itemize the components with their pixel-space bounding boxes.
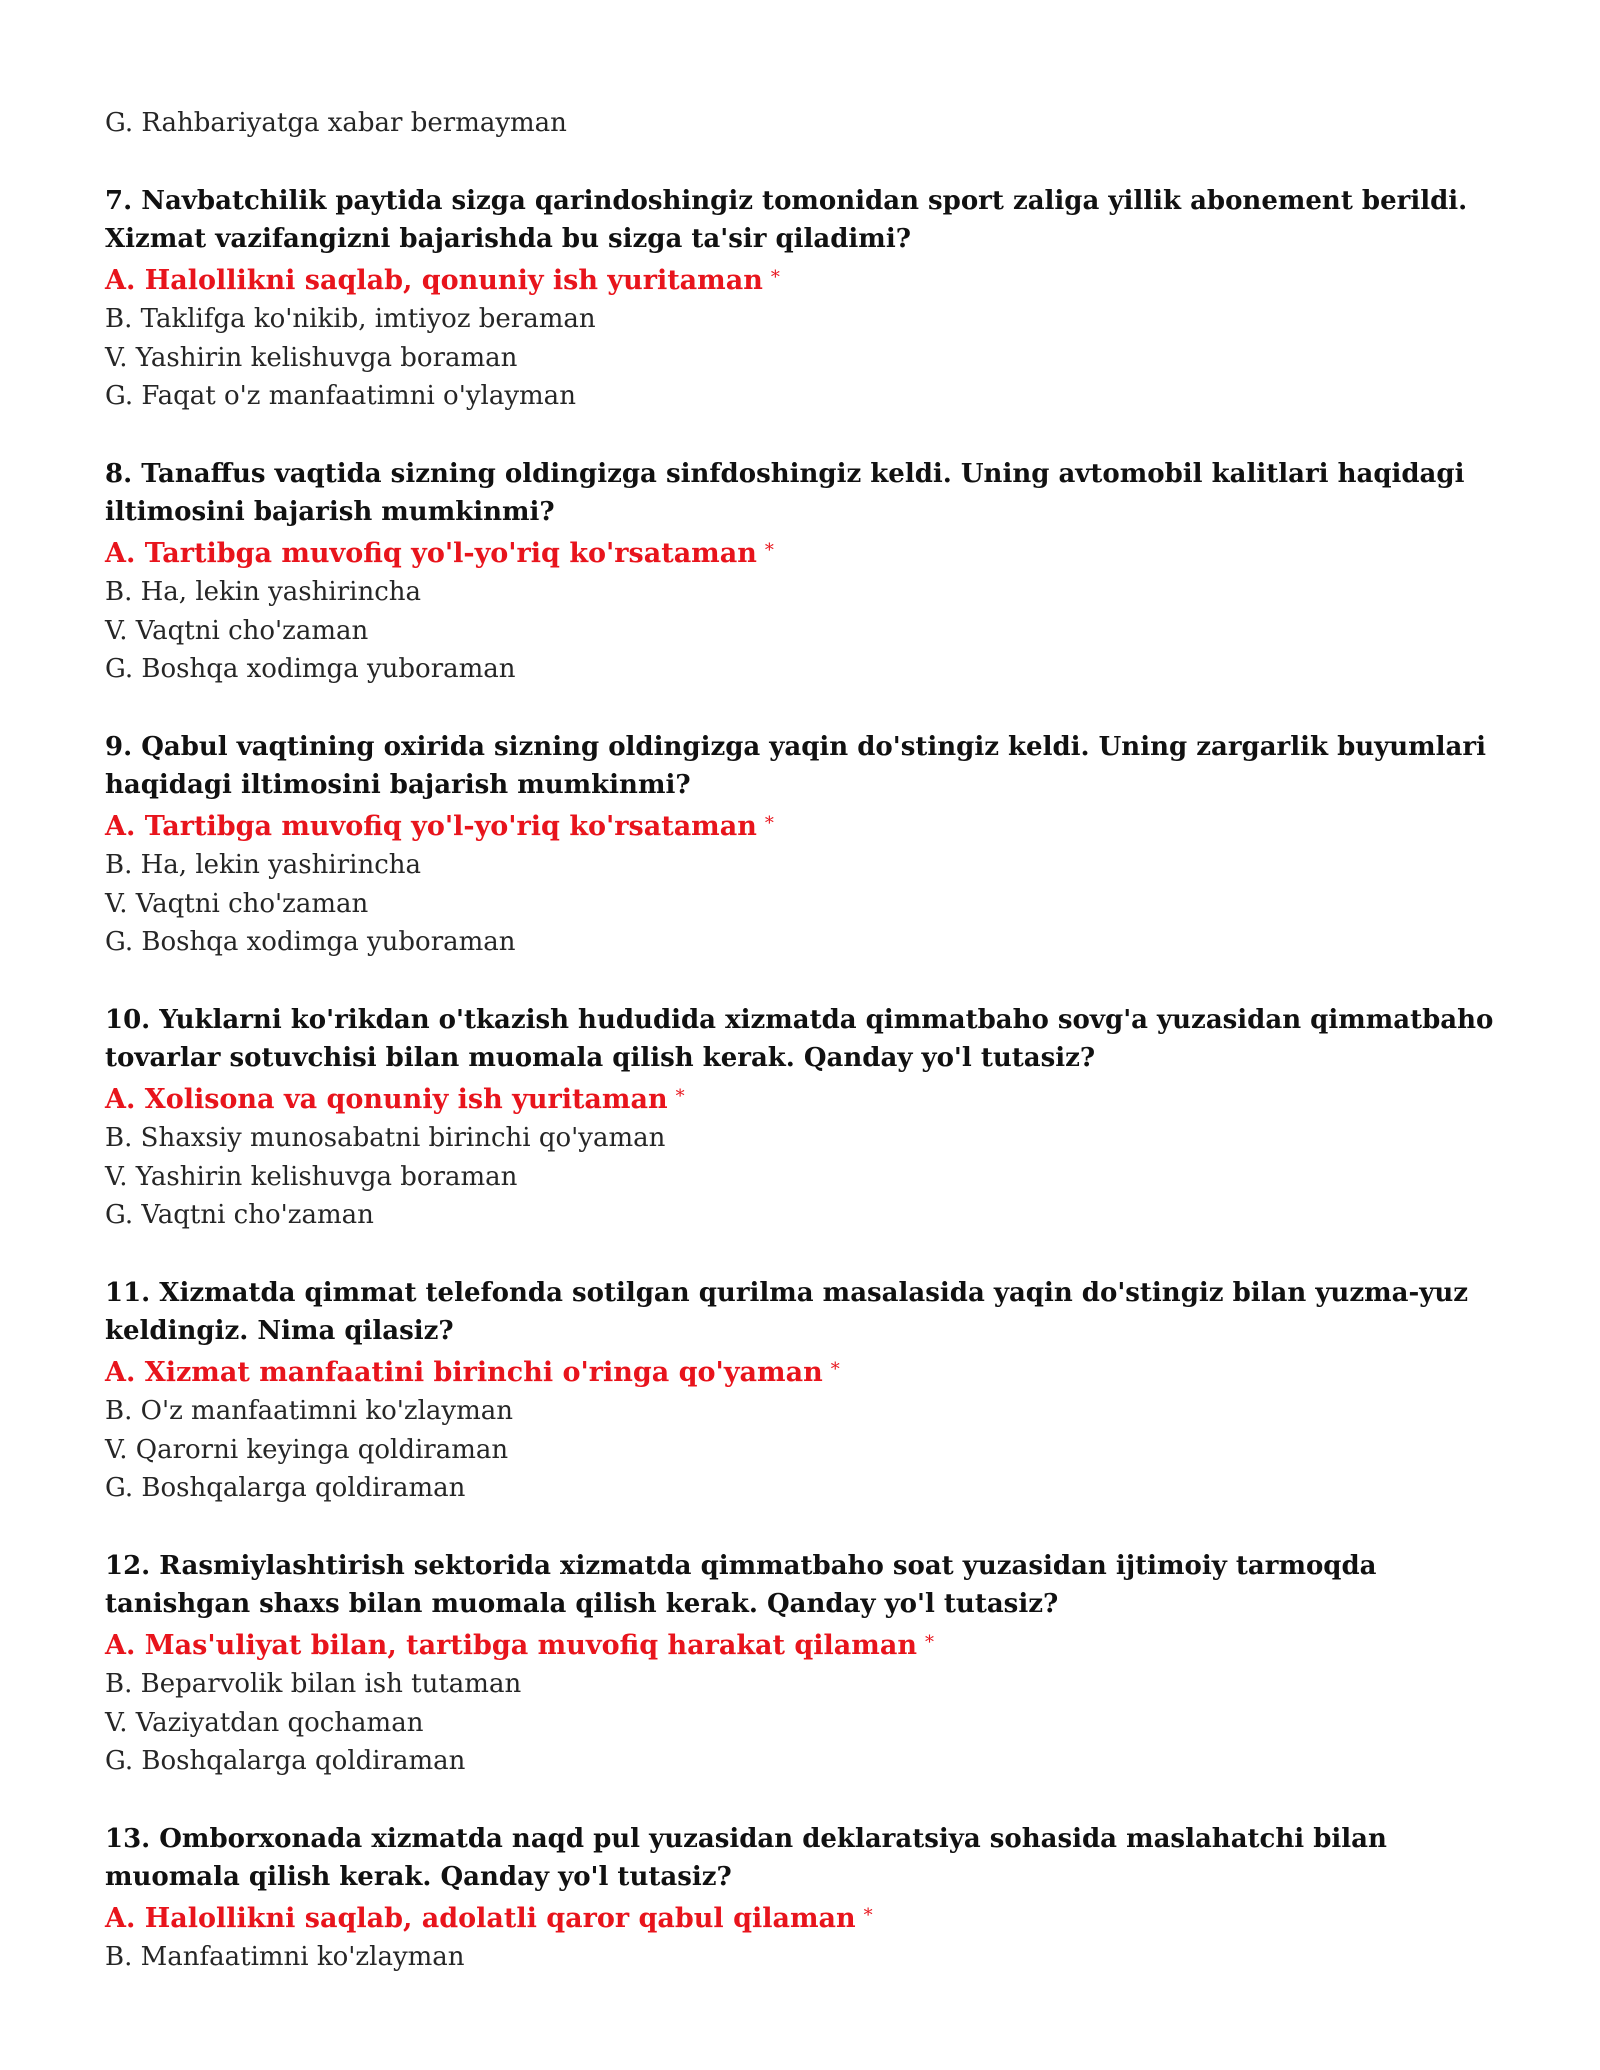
question-text: 13. Omborxonada xizmatda naqd pul yuzasidan deklaratsiya sohasida maslahatchi bilan muomala qilish kerak. Qanday yo'l tutasiz? (105, 1823, 1387, 1892)
spacer (105, 1781, 1505, 1820)
spacer (105, 143, 1505, 182)
spacer (105, 689, 1505, 728)
correct-option-label: A. Halollikni saqlab, adolatli qaror qabul qilaman (105, 1902, 856, 1934)
correct-marker: * (830, 1358, 840, 1380)
answer-option: V. Vaziyatdan qochaman (105, 1707, 424, 1738)
question-block (105, 1001, 1505, 1235)
correct-marker: * (770, 266, 780, 288)
correct-option-label: A. Tartibga muvofiq yo'l-yo'riq ko'rsataman (105, 537, 757, 569)
question-block (105, 1820, 1505, 1977)
correct-option (105, 532, 1505, 574)
question-text: 8. Tanaffus vaqtida sizning oldingizga sinfdoshingiz keldi. Uning avtomobil kalitlari haqidagi iltimosini bajarish mumkinmi? (105, 458, 1465, 527)
correct-marker: * (863, 1904, 873, 1926)
answer-option: V. Vaqtni cho'zaman (105, 615, 369, 646)
question-text: 9. Qabul vaqtining oxirida sizning oldingizga yaqin do'stingiz keldi. Uning zargarlik buyumlari haqidagi iltimosini bajarish mumkinmi? (105, 731, 1486, 800)
answer-option: V. Qarorni keyinga qoldiraman (105, 1434, 509, 1465)
answer-option: B. Ha, lekin yashirincha (105, 850, 422, 880)
answer-option: G. Faqat o'z manfaatimni o'ylayman (105, 381, 576, 411)
spacer (105, 962, 1505, 1001)
question-block (105, 728, 1505, 962)
correct-option (105, 805, 1505, 847)
answer-option: G. Vaqtni cho'zaman (105, 1200, 374, 1230)
question-block (105, 455, 1505, 689)
question-text: 7. Navbatchilik paytida sizga qarindoshingiz tomonidan sport zaliga yillik abonement berildi. Xizmat vazifangizni bajarishda bu sizga ta'sir qiladimi? (105, 185, 1468, 254)
answer-option: B. Taklifga ko'nikib, imtiyoz beraman (105, 304, 596, 334)
correct-option-label: A. Tartibga muvofiq yo'l-yo'riq ko'rsataman (105, 810, 757, 842)
spacer (105, 1235, 1505, 1274)
answer-option: G. Boshqa xodimga yuboraman (105, 927, 516, 957)
document-page (105, 104, 1505, 1977)
question-block (105, 1274, 1505, 1508)
correct-option (105, 1897, 1505, 1939)
question-text: 10. Yuklarni ko'rikdan o'tkazish hududida xizmatda qimmatbaho sovg'a yuzasidan qimmatbaho tovarlar sotuvchisi bilan muomala qilish kerak. Qanday yo'l tutasiz? (105, 1004, 1494, 1073)
answer-option: B. Ha, lekin yashirincha (105, 577, 422, 607)
correct-option-label: A. Mas'uliyat bilan, tartibga muvofiq harakat qilaman (105, 1629, 917, 1661)
correct-option (105, 259, 1505, 301)
answer-option: G. Boshqalarga qoldiraman (105, 1473, 466, 1503)
correct-marker: * (764, 539, 774, 561)
correct-option-label: A. Xolisona va qonuniy ish yuritaman (105, 1083, 668, 1115)
correct-marker: * (764, 812, 774, 834)
question-text: 12. Rasmiylashtirish sektorida xizmatda qimmatbaho soat yuzasidan ijtimoiy tarmoqda tanishgan shaxs bilan muomala qilish kerak. Qanday yo'l tutasiz? (105, 1550, 1377, 1619)
correct-option-label: A. Xizmat manfaatini birinchi o'ringa qo'yaman (105, 1356, 823, 1388)
correct-marker: * (675, 1085, 685, 1107)
answer-option: V. Yashirin kelishuvga boraman (105, 342, 518, 373)
spacer (105, 416, 1505, 455)
spacer (105, 1508, 1505, 1547)
correct-option-label: A. Halollikni saqlab, qonuniy ish yuritaman (105, 264, 763, 296)
question-block (105, 182, 1505, 416)
answer-option: G. Boshqalarga qoldiraman (105, 1746, 466, 1776)
correct-option (105, 1351, 1505, 1393)
answer-option: V. Yashirin kelishuvga boraman (105, 1161, 518, 1192)
question-block (105, 1547, 1505, 1781)
answer-option: B. Beparvolik bilan ish tutaman (105, 1669, 522, 1699)
lead-option: G. Rahbariyatga xabar bermayman (105, 108, 567, 138)
answer-option: B. Manfaatimni ko'zlayman (105, 1942, 465, 1972)
correct-marker: * (925, 1631, 934, 1653)
correct-option (105, 1078, 1505, 1120)
answer-option: B. O'z manfaatimni ko'zlayman (105, 1396, 513, 1426)
question-text: 11. Xizmatda qimmat telefonda sotilgan qurilma masalasida yaqin do'stingiz bilan yuzma-yuz keldingiz. Nima qilasiz? (105, 1277, 1469, 1346)
correct-option (105, 1624, 1505, 1666)
answer-option: B. Shaxsiy munosabatni birinchi qo'yaman (105, 1123, 666, 1153)
answer-option: G. Boshqa xodimga yuboraman (105, 654, 516, 684)
answer-option: V. Vaqtni cho'zaman (105, 888, 369, 919)
